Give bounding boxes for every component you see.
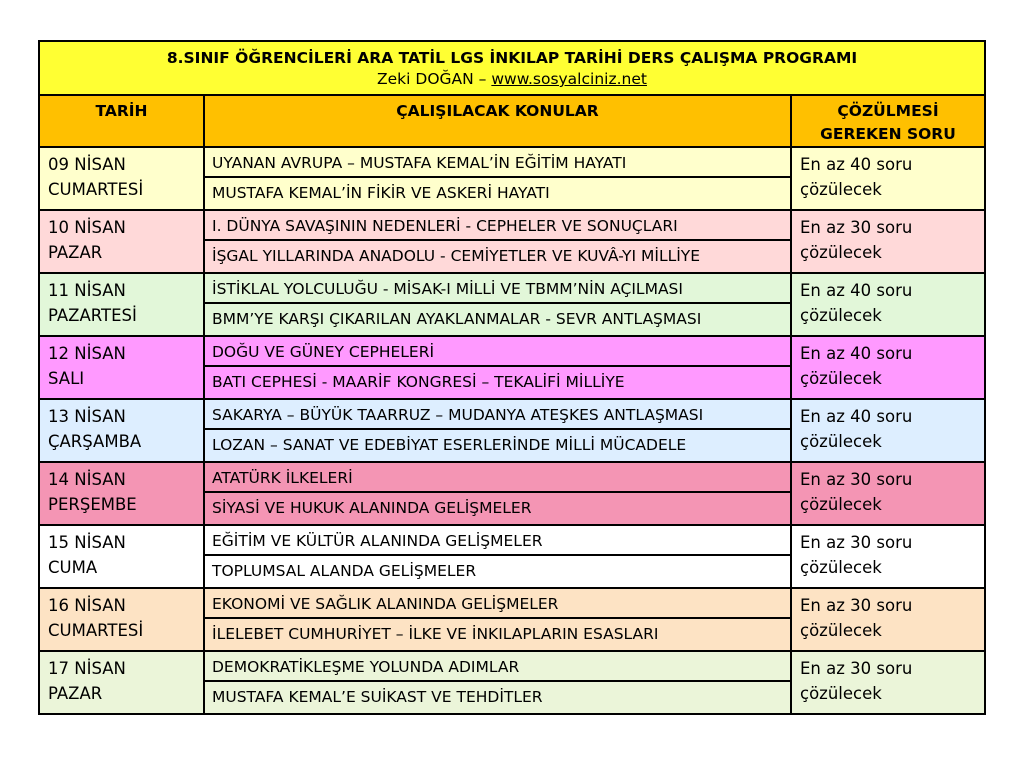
date-weekday: CUMA <box>48 558 98 577</box>
date-weekday: SALI <box>48 369 85 388</box>
topics-cell <box>204 210 791 273</box>
topics-cell <box>204 399 791 462</box>
topics-cell <box>204 651 791 714</box>
date-day: 09 NİSAN <box>48 155 126 174</box>
study-schedule-table <box>38 40 986 715</box>
header-date <box>39 95 204 147</box>
topic-item: BMM’YE KARŞI ÇIKARILAN AYAKLANMALAR - SEVR ANTLAŞMASI <box>212 310 702 328</box>
topic-item: TOPLUMSAL ALANDA GELİŞMELER <box>212 562 477 580</box>
question-count-note: çözülecek <box>800 684 882 703</box>
question-count-cell <box>791 462 985 525</box>
date-day: 10 NİSAN <box>48 218 126 237</box>
topic-item: EĞİTİM VE KÜLTÜR ALANINDA GELİŞMELER <box>205 526 790 556</box>
question-count-note: çözülecek <box>800 495 882 514</box>
topics-cell <box>204 147 791 210</box>
topics-cell <box>204 588 791 651</box>
topic-item: LOZAN – SANAT VE EDEBİYAT ESERLERİNDE MİLLİ MÜCADELE <box>212 436 687 454</box>
topic-item: SAKARYA – BÜYÜK TAARRUZ – MUDANYA ATEŞKES ANTLAŞMASI <box>205 400 790 430</box>
schedule-row <box>39 147 985 210</box>
question-count: En az 40 soru <box>800 155 913 174</box>
question-count: En az 40 soru <box>800 407 913 426</box>
author-name: Zeki DOĞAN – <box>377 70 492 88</box>
date-cell <box>39 336 204 399</box>
header-date-label: TARİH <box>95 102 148 120</box>
title-subtitle <box>40 69 984 89</box>
date-day: 11 NİSAN <box>48 281 126 300</box>
header-topics <box>204 95 791 147</box>
topic-item: DOĞU VE GÜNEY CEPHELERİ <box>205 337 790 367</box>
header-question-count <box>791 95 985 147</box>
schedule-row <box>39 525 985 588</box>
question-count-note: çözülecek <box>800 243 882 262</box>
date-cell <box>39 651 204 714</box>
question-count-cell <box>791 525 985 588</box>
title-cell <box>39 41 985 95</box>
date-day: 15 NİSAN <box>48 533 126 552</box>
topics-cell <box>204 462 791 525</box>
question-count-cell <box>791 651 985 714</box>
title-row <box>39 41 985 95</box>
question-count-note: çözülecek <box>800 558 882 577</box>
date-cell <box>39 210 204 273</box>
date-day: 17 NİSAN <box>48 659 126 678</box>
date-cell <box>39 525 204 588</box>
topics-cell <box>204 525 791 588</box>
question-count-cell <box>791 273 985 336</box>
date-cell <box>39 462 204 525</box>
date-weekday: CUMARTESİ <box>48 180 144 199</box>
question-count-note: çözülecek <box>800 621 882 640</box>
topic-item: İLELEBET CUMHURİYET – İLKE VE İNKILAPLARIN ESASLARI <box>212 625 659 643</box>
topic-item: İŞGAL YILLARINDA ANADOLU - CEMİYETLER VE KUVÂ-YI MİLLİYE <box>212 247 701 265</box>
topic-item: İSTİKLAL YOLCULUĞU - MİSAK-I MİLLİ VE TBMM’NİN AÇILMASI <box>205 274 790 304</box>
page-title: 8.SINIF ÖĞRENCİLERİ ARA TATİL LGS İNKILAP TARİHİ DERS ÇALIŞMA PROGRAMI <box>166 49 858 67</box>
date-cell <box>39 399 204 462</box>
header-topics-label: ÇALIŞILACAK KONULAR <box>396 102 599 120</box>
schedule-row <box>39 588 985 651</box>
date-weekday: PAZARTESİ <box>48 306 137 325</box>
question-count-note: çözülecek <box>800 369 882 388</box>
date-weekday: ÇARŞAMBA <box>48 432 142 451</box>
question-count-note: çözülecek <box>800 180 882 199</box>
topics-cell <box>204 336 791 399</box>
schedule-row <box>39 651 985 714</box>
topic-item: BATI CEPHESİ - MAARİF KONGRESİ – TEKALİFİ MİLLİYE <box>212 373 625 391</box>
header-count-line1: ÇÖZÜLMESİ <box>837 102 939 120</box>
topics-cell <box>204 273 791 336</box>
question-count-cell <box>791 588 985 651</box>
date-weekday: PAZAR <box>48 243 103 262</box>
date-weekday: PAZAR <box>48 684 103 703</box>
topic-item: DEMOKRATİKLEŞME YOLUNDA ADIMLAR <box>205 652 790 682</box>
question-count-note: çözülecek <box>800 432 882 451</box>
topic-item: SİYASİ VE HUKUK ALANINDA GELİŞMELER <box>212 499 532 517</box>
date-weekday: CUMARTESİ <box>48 621 144 640</box>
topic-item: UYANAN AVRUPA – MUSTAFA KEMAL’İN EĞİTİM HAYATI <box>205 148 790 178</box>
topic-item: MUSTAFA KEMAL’E SUİKAST VE TEHDİTLER <box>212 688 543 706</box>
header-count-line2: GEREKEN SORU <box>820 125 956 143</box>
question-count-note: çözülecek <box>800 306 882 325</box>
date-day: 12 NİSAN <box>48 344 126 363</box>
topic-item: EKONOMİ VE SAĞLIK ALANINDA GELİŞMELER <box>205 589 790 619</box>
question-count: En az 40 soru <box>800 344 913 363</box>
topic-item: ATATÜRK İLKELERİ <box>205 463 790 493</box>
date-cell <box>39 147 204 210</box>
schedule-row <box>39 399 985 462</box>
schedule-row <box>39 336 985 399</box>
question-count: En az 30 soru <box>800 659 913 678</box>
date-cell <box>39 273 204 336</box>
schedule-row <box>39 210 985 273</box>
website-link[interactable]: www.sosyalciniz.net <box>491 70 647 88</box>
topic-item: MUSTAFA KEMAL’İN FİKİR VE ASKERİ HAYATI <box>212 184 550 202</box>
date-weekday: PERŞEMBE <box>48 495 137 514</box>
question-count-cell <box>791 210 985 273</box>
schedule-row <box>39 462 985 525</box>
date-day: 16 NİSAN <box>48 596 126 615</box>
question-count: En az 30 soru <box>800 596 913 615</box>
date-cell <box>39 588 204 651</box>
date-day: 13 NİSAN <box>48 407 126 426</box>
header-row <box>39 95 985 147</box>
question-count-cell <box>791 399 985 462</box>
schedule-row <box>39 273 985 336</box>
question-count: En az 30 soru <box>800 470 913 489</box>
question-count: En az 30 soru <box>800 218 913 237</box>
question-count-cell <box>791 147 985 210</box>
question-count: En az 30 soru <box>800 533 913 552</box>
question-count-cell <box>791 336 985 399</box>
date-day: 14 NİSAN <box>48 470 126 489</box>
question-count: En az 40 soru <box>800 281 913 300</box>
topic-item: I. DÜNYA SAVAŞININ NEDENLERİ - CEPHELER VE SONUÇLARI <box>205 211 790 241</box>
